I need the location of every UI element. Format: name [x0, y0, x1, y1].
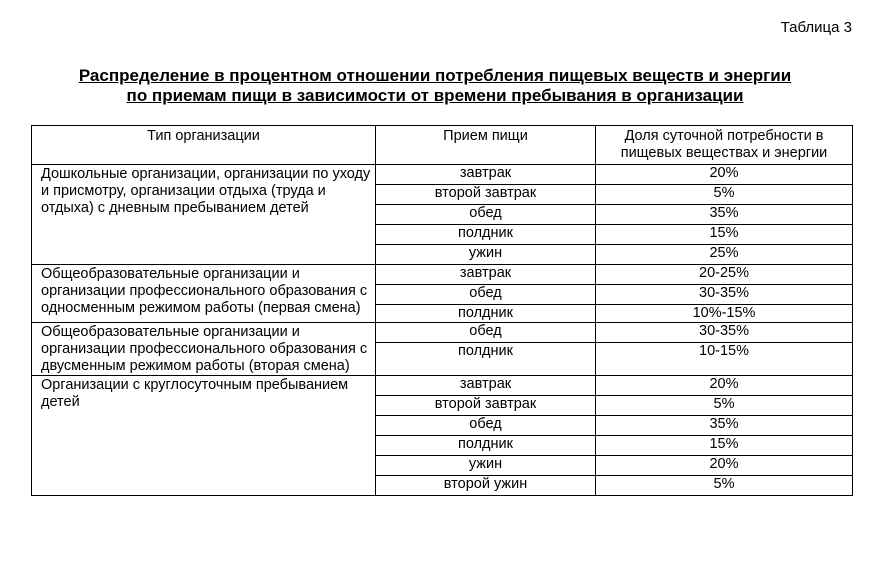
- meal-cell: обед: [376, 323, 596, 343]
- meal-cell: обед: [376, 205, 596, 225]
- meal-cell: второй завтрак: [376, 185, 596, 205]
- share-cell: 25%: [596, 245, 853, 265]
- header-share: Доля суточной потребности в пищевых веществах и энергии: [596, 126, 853, 165]
- header-org-type: Тип организации: [32, 126, 376, 165]
- share-cell: 30-35%: [596, 323, 853, 343]
- header-meal: Прием пищи: [376, 126, 596, 165]
- meal-cell: полдник: [376, 343, 596, 376]
- meal-cell: завтрак: [376, 165, 596, 185]
- document-title-line-1: Распределение в процентном отношении потребления пищевых веществ и энергии: [78, 66, 792, 85]
- share-cell: 10%-15%: [596, 305, 853, 323]
- org-type-cell: Общеобразовательные организации и организации профессионального образования с двусменным режимом работы (вторая смена): [32, 323, 376, 376]
- table-number: Таблица 3: [780, 19, 852, 36]
- meal-cell: полдник: [376, 436, 596, 456]
- meal-cell: завтрак: [376, 265, 596, 285]
- nutrition-distribution-table: [31, 125, 853, 496]
- share-cell: 15%: [596, 436, 853, 456]
- share-cell: 35%: [596, 416, 853, 436]
- meal-cell: обед: [376, 416, 596, 436]
- table-row: [32, 323, 853, 343]
- share-cell: 20-25%: [596, 265, 853, 285]
- share-cell: 20%: [596, 456, 853, 476]
- meal-cell: полдник: [376, 225, 596, 245]
- share-cell: 5%: [596, 396, 853, 416]
- org-type-cell: Дошкольные организации, организации по уходу и присмотру, организации отдыха (труда и отдыха) с дневным пребыванием детей: [32, 165, 376, 265]
- share-cell: 20%: [596, 165, 853, 185]
- share-cell: 5%: [596, 185, 853, 205]
- table-row: [32, 165, 853, 185]
- share-cell: 20%: [596, 376, 853, 396]
- share-cell: 30-35%: [596, 285, 853, 305]
- header-row: [32, 126, 853, 165]
- table-row: [32, 376, 853, 396]
- document-title-line-2: по приемам пищи в зависимости от времени пребывания в организации: [126, 86, 744, 105]
- share-cell: 10-15%: [596, 343, 853, 376]
- org-type-cell: Организации с круглосуточным пребыванием детей: [32, 376, 376, 496]
- org-type-cell: Общеобразовательные организации и организации профессионального образования с односменным режимом работы (первая смена): [32, 265, 376, 323]
- share-cell: 5%: [596, 476, 853, 496]
- meal-cell: ужин: [376, 456, 596, 476]
- share-cell: 15%: [596, 225, 853, 245]
- meal-cell: полдник: [376, 305, 596, 323]
- meal-cell: второй ужин: [376, 476, 596, 496]
- document-title: [0, 66, 870, 106]
- table-row: [32, 265, 853, 285]
- meal-cell: завтрак: [376, 376, 596, 396]
- meal-cell: второй завтрак: [376, 396, 596, 416]
- share-cell: 35%: [596, 205, 853, 225]
- meal-cell: обед: [376, 285, 596, 305]
- meal-cell: ужин: [376, 245, 596, 265]
